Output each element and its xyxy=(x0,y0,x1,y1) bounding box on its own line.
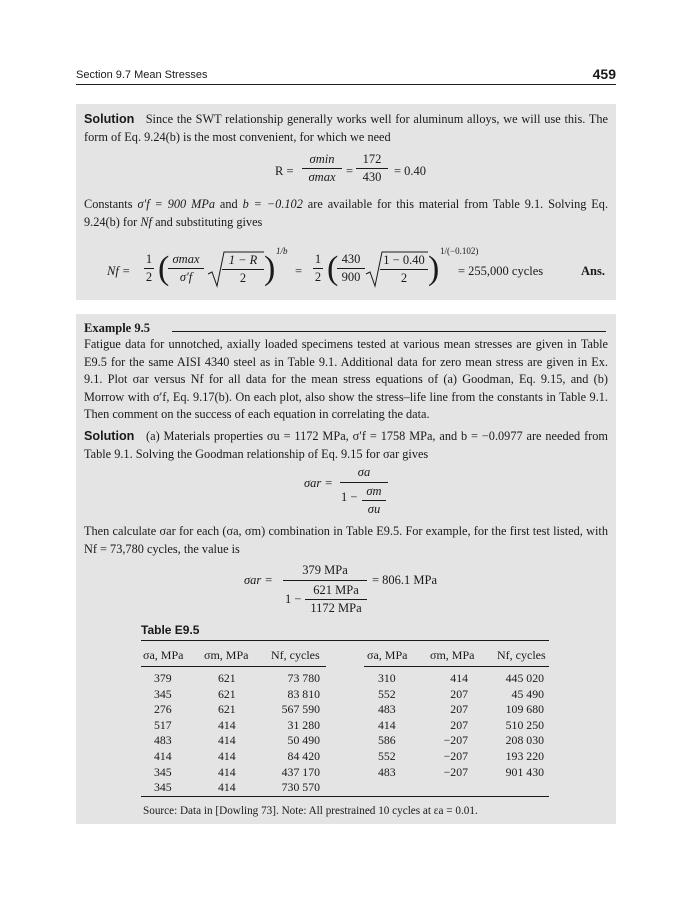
col-sigma-a-right xyxy=(378,671,396,780)
half-num-2: 1 xyxy=(314,252,322,266)
two-den-2: 2 xyxy=(400,271,408,285)
sigma-f-value: σ′f = 900 MPa xyxy=(137,197,215,211)
cell: 567 590 xyxy=(281,702,320,717)
cell: 621 xyxy=(218,702,236,717)
cell: 414 xyxy=(218,717,236,732)
col-sigma-a-left xyxy=(154,671,172,796)
cell: 414 xyxy=(378,717,396,732)
constants-paragraph xyxy=(84,196,608,231)
cell: 193 220 xyxy=(505,748,544,763)
exponent-value: 1/(−0.102) xyxy=(440,246,479,256)
header-sigma-m-left: σm, MPa xyxy=(204,648,249,662)
value-900: 900 xyxy=(341,270,361,284)
cell: 45 490 xyxy=(511,686,544,701)
r-fraction-symbolic xyxy=(302,152,342,185)
constants-and: and xyxy=(219,197,238,211)
cell: 414 xyxy=(154,748,172,763)
sigma-min: σmin xyxy=(309,152,335,166)
col-sigma-m-right xyxy=(430,671,468,780)
right-paren: ) xyxy=(264,250,276,287)
page-number: 459 xyxy=(592,66,616,82)
one-minus-040-fraction xyxy=(380,253,428,286)
cell: 586 xyxy=(378,733,396,748)
cell: 345 xyxy=(154,764,172,779)
header-sigma-a-right: σa, MPa xyxy=(367,648,408,662)
solution-intro xyxy=(84,111,608,146)
r-denominator: 430 xyxy=(362,170,382,184)
b-value: b = −0.102 xyxy=(242,197,303,211)
cell: 414 xyxy=(218,780,236,795)
calc-inner-fraction xyxy=(305,583,367,616)
solution-intro-text: Since the SWT relationship generally works well for aluminum alloys, we will use this. The form of Eq. 9.24(b) is the most convenient, for which we need xyxy=(84,112,608,144)
example-text: Fatigue data for unnotched, axially loaded specimens tested at various mean stresses are given in Table E9.5 for the same AISI 4340 steel as in Table 9.1. Additional data for zero mean stress are given in Ex. 9.1. Plot σar versus Nf for all data for the mean stress equations of (a) Goodman, Eq. 9.15, and (b) Morrow with σ′f, Eq. 9.17(b). On each plot, also show the stress–life line from the constants in Table 9.1. Then comment on the success of each equation in correlating the data. xyxy=(84,337,608,421)
sigma-ratio xyxy=(168,252,204,285)
cell: 510 250 xyxy=(505,717,544,732)
table-bottom-rule xyxy=(141,796,549,797)
solution2-heading: Solution xyxy=(84,429,135,443)
header-nf-left: Nf, cycles xyxy=(271,648,320,662)
cell: 414 xyxy=(218,748,236,763)
col-nf-right xyxy=(486,671,544,780)
solution2-text: (a) Materials properties σu = 1172 MPa, σ′f = 1758 MPa, and b = −0.0977 are needed from Table 9.1. Solving the Goodman relationship of Eq. 9.15 for σar gives xyxy=(84,429,608,461)
half-den: 2 xyxy=(145,270,153,284)
equals-sign: = xyxy=(295,264,303,278)
page-header xyxy=(76,64,616,85)
header-sigma-a-left: σa, MPa xyxy=(143,648,184,662)
header-nf-right: Nf, cycles xyxy=(497,648,546,662)
two-den-1: 2 xyxy=(239,271,247,285)
cell: 345 xyxy=(154,686,172,701)
cell: 621 xyxy=(218,686,236,701)
one-minus-r: 1 − R xyxy=(228,253,258,267)
nf-symbol: Nf xyxy=(140,214,152,229)
cell: 552 xyxy=(378,748,396,763)
example-title-rule xyxy=(172,331,606,332)
cell: 73 780 xyxy=(287,671,320,685)
cell: 445 020 xyxy=(505,671,544,685)
example-title: Example 9.5 xyxy=(84,321,150,335)
cell: 483 xyxy=(378,702,396,717)
cell: 517 xyxy=(154,717,172,732)
half-fraction xyxy=(144,252,154,285)
cell: 207 xyxy=(450,717,468,732)
cell: 414 xyxy=(218,764,236,779)
cell: 730 570 xyxy=(281,780,320,795)
cell: 379 xyxy=(154,671,172,685)
cell: 207 xyxy=(450,702,468,717)
cell: 483 xyxy=(154,733,172,748)
constants-end: and substituting gives xyxy=(155,214,263,229)
half-num: 1 xyxy=(145,252,153,266)
r-result: = 0.40 xyxy=(394,164,427,178)
solution-heading: Solution xyxy=(84,112,135,126)
constants-pre: Constants xyxy=(84,197,133,211)
exponent-1-over-b: 1/b xyxy=(276,246,288,256)
goodman-numerator: σa xyxy=(357,465,371,479)
cell: 276 xyxy=(154,702,172,717)
table-header-rule-left xyxy=(141,666,326,667)
right-paren-2: ) xyxy=(428,250,440,287)
sigma-u: σu xyxy=(367,502,381,516)
one-minus-040: 1 − 0.40 xyxy=(383,253,425,267)
calc-inner-num: 621 MPa xyxy=(313,583,359,597)
sigma-f-den: σ′f xyxy=(179,270,193,284)
table-top-rule xyxy=(141,640,549,641)
sigma-m: σm xyxy=(366,484,382,498)
calc-result: = 806.1 MPa xyxy=(372,573,438,587)
cell: −207 xyxy=(443,764,468,779)
left-paren: ( xyxy=(158,250,170,287)
solution2-intro xyxy=(84,428,608,463)
r-fraction-values xyxy=(356,152,388,185)
goodman-main-bar xyxy=(340,482,388,483)
cell: 207 xyxy=(450,686,468,701)
cell: 437 170 xyxy=(281,764,320,779)
r-lhs: R = xyxy=(275,164,294,178)
half-fraction-2 xyxy=(313,252,323,285)
nf-lhs: Nf = xyxy=(107,264,131,278)
value-ratio xyxy=(337,252,365,285)
cell: 84 420 xyxy=(287,748,320,763)
cell: −207 xyxy=(443,733,468,748)
then-paragraph: Then calculate σar for each (σa, σm) combination in Table E9.5. For example, for the first test listed, with Nf = 73,780 cycles, the value is xyxy=(84,524,608,556)
answer-label: Ans. xyxy=(581,264,605,278)
table-header-rule-right xyxy=(364,666,549,667)
table-source-note: Source: Data in [Dowling 73]. Note: All prestrained 10 cycles at εa = 0.01. xyxy=(143,805,478,817)
goodman-one-minus: 1 − xyxy=(341,490,358,504)
cell: 50 490 xyxy=(287,733,320,748)
cell: 310 xyxy=(378,671,396,685)
nf-result: = 255,000 cycles xyxy=(458,264,544,278)
table-title: Table E9.5 xyxy=(141,623,200,637)
value-430: 430 xyxy=(341,252,361,266)
col-nf-left xyxy=(262,671,320,796)
cell: 414 xyxy=(218,733,236,748)
calc-inner-den: 1172 MPa xyxy=(310,601,362,615)
calc-lhs: σar = xyxy=(244,573,273,587)
sigma-max: σmax xyxy=(308,170,336,184)
goodman-lhs: σar = xyxy=(304,476,333,490)
cell: 109 680 xyxy=(505,702,544,717)
calc-main-bar xyxy=(283,580,367,581)
calc-numerator: 379 MPa xyxy=(302,563,348,577)
calc-one-minus: 1 − xyxy=(285,592,302,606)
sigma-max-num: σmax xyxy=(172,252,200,266)
r-equals: = xyxy=(346,164,354,178)
section-title: Section 9.7 Mean Stresses xyxy=(76,69,208,81)
cell: 31 280 xyxy=(287,717,320,732)
cell: 345 xyxy=(154,780,172,795)
cell: 901 430 xyxy=(505,764,544,779)
cell: 208 030 xyxy=(505,733,544,748)
cell: 83 810 xyxy=(287,686,320,701)
cell: 552 xyxy=(378,686,396,701)
half-den-2: 2 xyxy=(314,270,322,284)
r-numerator: 172 xyxy=(362,152,382,166)
cell: 483 xyxy=(378,764,396,779)
constants-post: are available for this material from Table 9.1. Solving Eq. 9.24(b) for xyxy=(84,197,609,229)
cell: −207 xyxy=(443,748,468,763)
one-minus-r-fraction xyxy=(222,253,264,286)
cell: 414 xyxy=(450,671,468,685)
cell: 621 xyxy=(218,671,236,685)
header-sigma-m-right: σm, MPa xyxy=(430,648,475,662)
left-paren-2: ( xyxy=(327,250,339,287)
goodman-inner-fraction xyxy=(362,484,386,517)
col-sigma-m-left xyxy=(218,671,236,796)
